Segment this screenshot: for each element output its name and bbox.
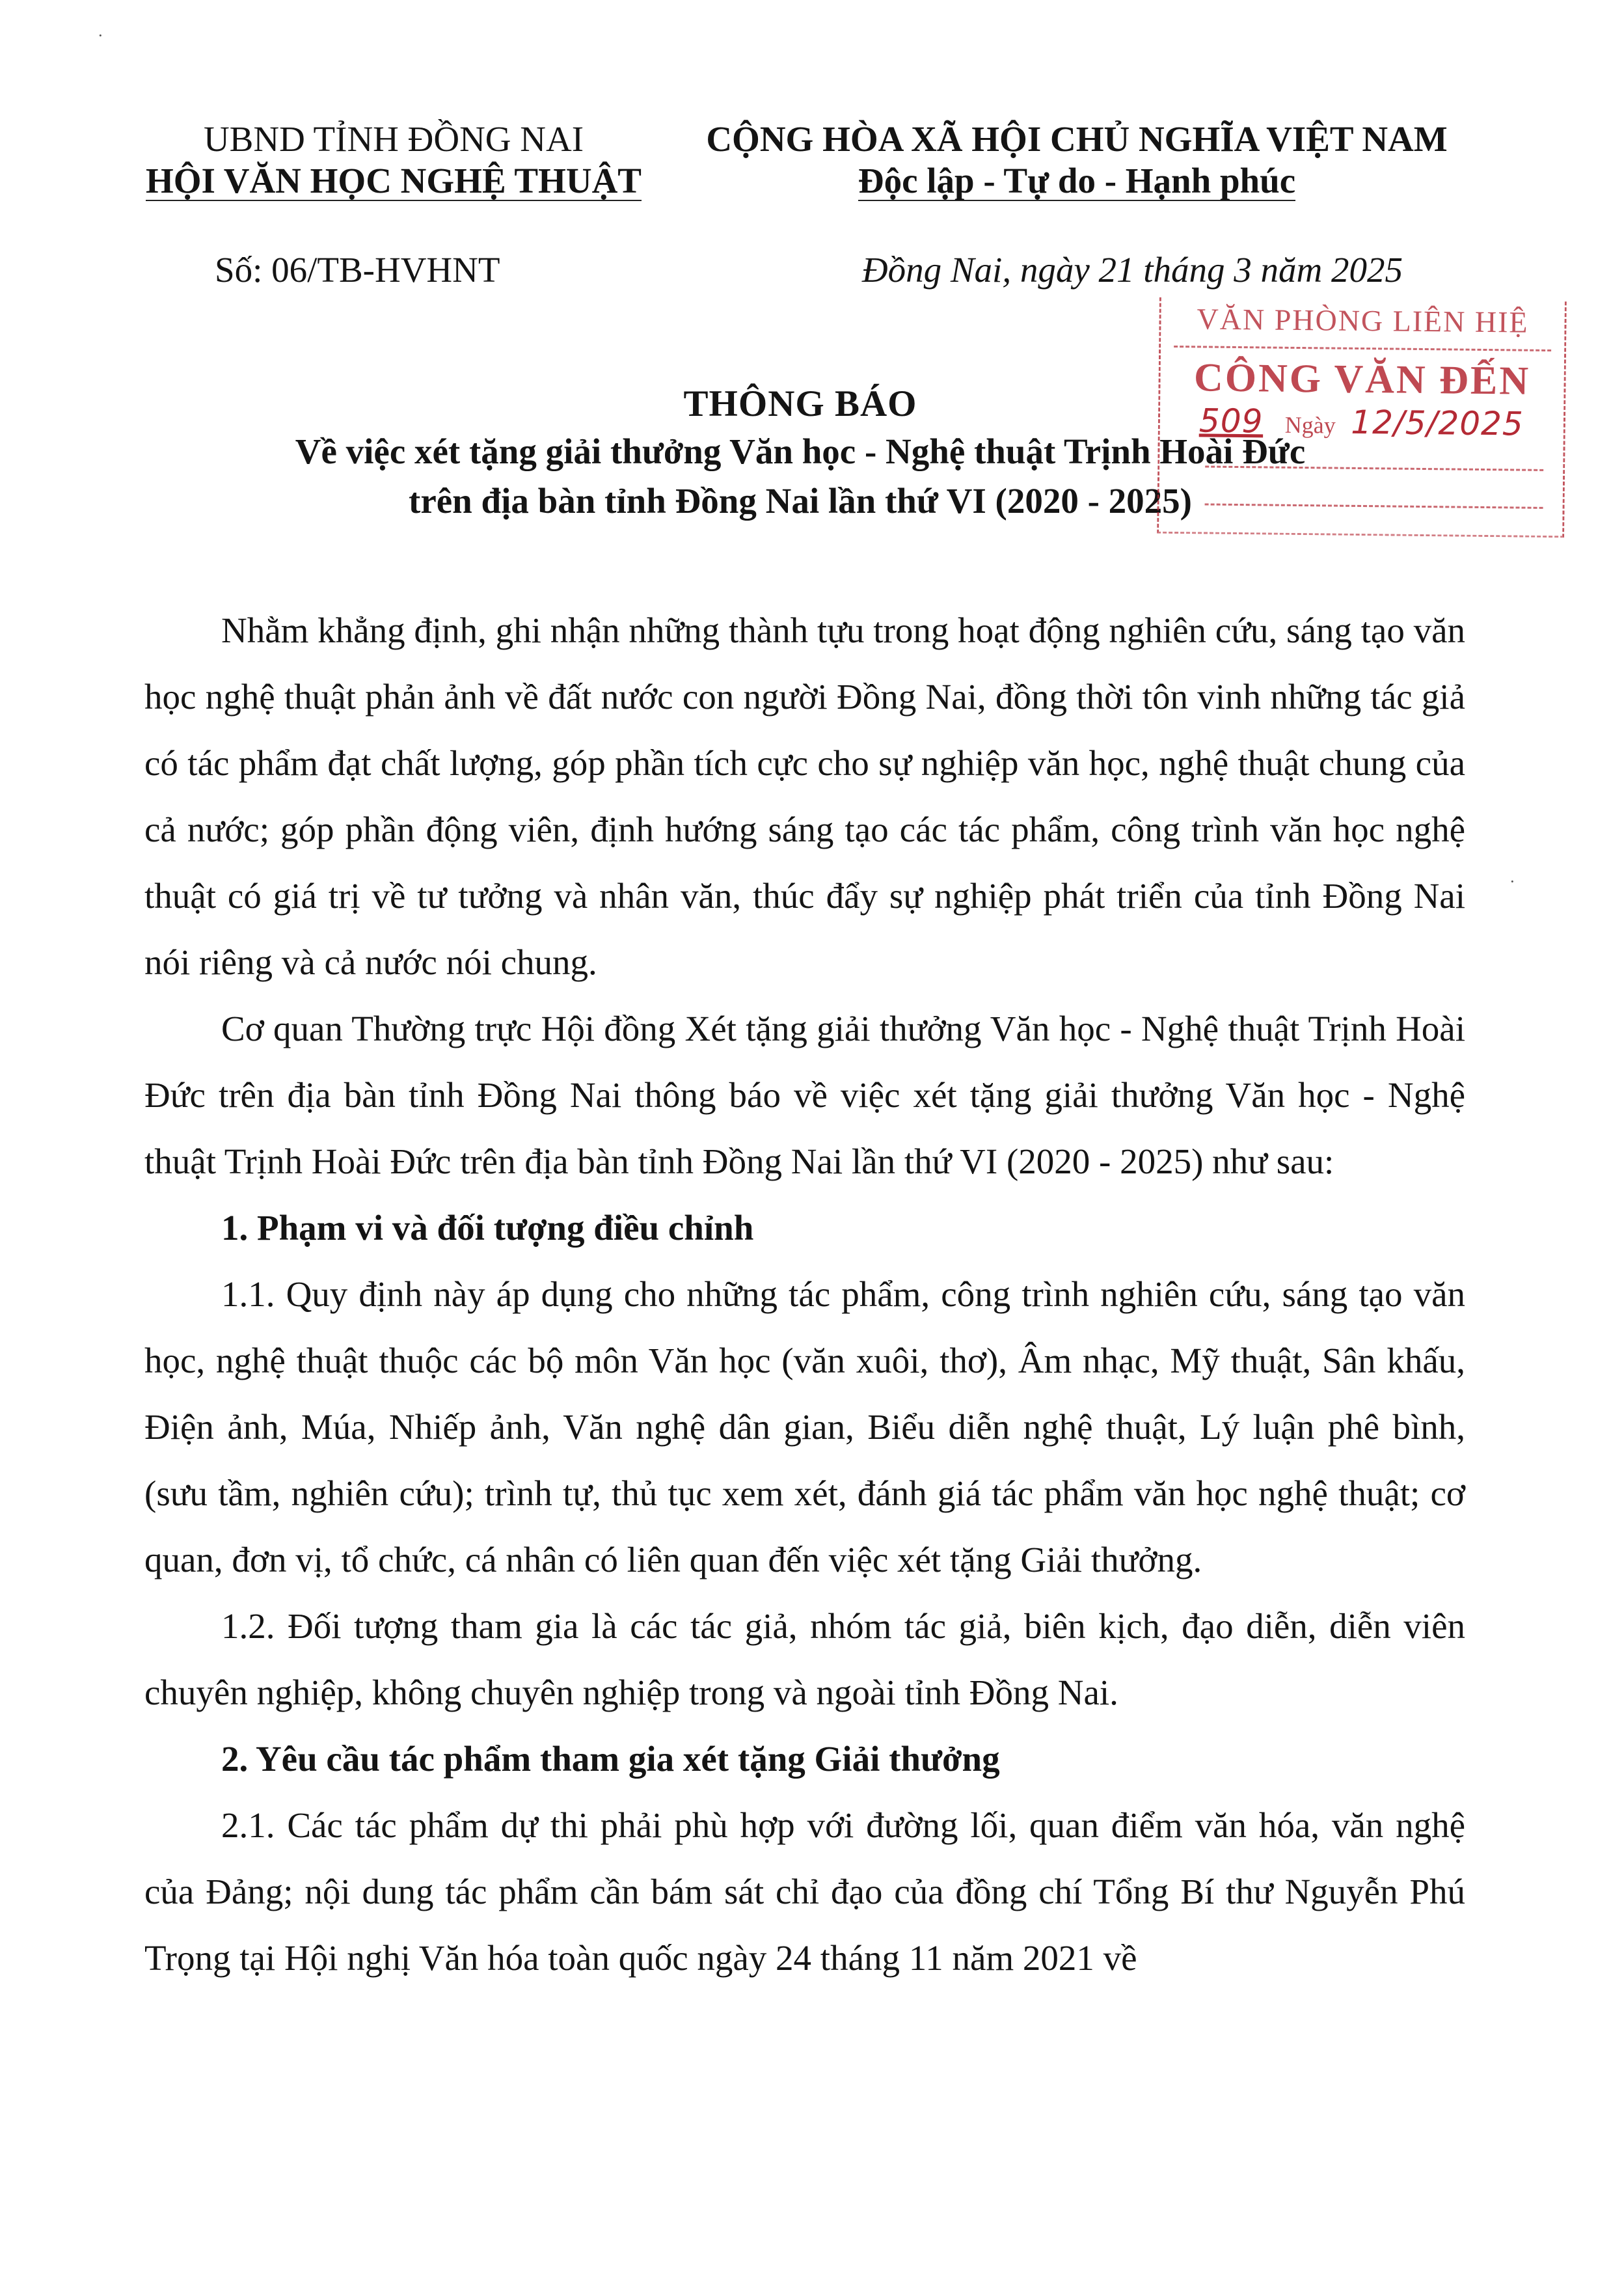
stamp-divider [1174,346,1551,351]
stamp-divider [1205,465,1543,471]
item-2-1: 2.1. Các tác phẩm dự thi phải phù hợp với đường lối, quan điểm văn hóa, văn nghệ của Đảng; nội dung tác phẩm cần bám sát chỉ đạo của đồng chí Tổng Bí thư Nguyễn Phú Trọng tại Hội nghị Văn hóa toàn quốc ngày 24 tháng 11 năm 2021 về [144,1805,1465,1978]
agency-parent: UBND TỈNH ĐỒNG NAI [203,119,584,159]
intro-paragraph: Nhằm khẳng định, ghi nhận những thành tựu trong hoạt động nghiên cứu, sáng tạo văn học nghệ thuật phản ảnh về đất nước con người Đồng Nai, đồng thời tôn vinh những tác giả có tác phẩm đạt chất lượng, góp phần tích cực cho sự nghiệp văn học, nghệ thuật chung của cả nước; góp phần động viên, định hướng sáng tạo các tác phẩm, công trình văn học nghệ thuật có giá trị về tư tưởng và nhân văn, thúc đẩy sự nghiệp phát triển của tỉnh Đồng Nai nói riêng và cả nước nói chung. [144,610,1465,982]
document-body [144,597,1465,1991]
stamp-number: 509 [1198,402,1264,441]
country-name: CỘNG HÒA XÃ HỘI CHỦ NGHĨA VIỆT NAM [706,119,1448,159]
stamp-label: CÔNG VĂN ĐẾN [1193,355,1531,403]
item-1-1: 1.1. Quy định này áp dụng cho những tác phẩm, công trình nghiên cứu, sáng tạo văn học, nghệ thuật thuộc các bộ môn Văn học (văn xuôi, thơ), Âm nhạc, Mỹ thuật, Sân khấu, Điện ảnh, Múa, Nhiếp ảnh, Văn nghệ dân gian, Biểu diễn nghệ thuật, Lý luận phê bình, (sưu tầm, nghiên cứu); trình tự, thủ tục xem xét, đánh giá tác phẩm văn học nghệ thuật; cơ quan, đơn vị, tổ chức, cá nhân có liên quan đến việc xét tặng Giải thưởng. [144,1274,1465,1579]
scan-speck: · [1509,872,1515,891]
national-motto [677,118,1477,202]
document-number: Số: 06/TB-HVHNT [215,250,500,290]
announcement-paragraph: Cơ quan Thường trực Hội đồng Xét tặng giải thưởng Văn học - Nghệ thuật Trịnh Hoài Đức trên địa bàn tỉnh Đồng Nai thông báo về việc xét tặng giải thưởng Văn học - Nghệ thuật Trịnh Hoài Đức trên địa bàn tỉnh Đồng Nai lần thứ VI (2020 - 2025) như sau: [144,1009,1465,1181]
incoming-document-stamp [1157,297,1567,538]
agency-name: HỘI VĂN HỌC NGHỆ THUẬT [146,161,642,200]
stamp-entry-line [1199,402,1564,443]
place-date: Đồng Nai, ngày 21 tháng 3 năm 2025 [861,250,1403,290]
stamp-date-label: Ngày [1284,411,1336,439]
title-sub-line1: Về việc xét tặng giải thưởng Văn học - Nghệ thuật Trịnh Hoài Đức [295,431,1306,471]
scan-speck: · [98,26,103,45]
motto: Độc lập - Tự do - Hạnh phúc [858,161,1296,200]
section-1-heading: 1. Phạm vi và đối tượng điều chỉnh [221,1208,754,1248]
title-sub-line2: trên địa bàn tỉnh Đồng Nai lần thứ VI (2020 - 2025) [409,481,1192,521]
issuing-agency [111,118,677,202]
stamp-date: 12/5/2025 [1351,403,1524,443]
stamp-divider [1205,503,1543,508]
title-main: THÔNG BÁO [683,383,917,424]
item-1-2: 1.2. Đối tượng tham gia là các tác giả, nhóm tác giả, biên kịch, đạo diễn, diễn viên chuyên nghiệp, không chuyên nghiệp trong và ngoài tỉnh Đồng Nai. [144,1606,1465,1712]
stamp-org: VĂN PHÒNG LIÊN HIỆ [1197,302,1529,339]
section-2-heading: 2. Yêu cầu tác phẩm tham gia xét tặng Giải thưởng [221,1739,1000,1779]
